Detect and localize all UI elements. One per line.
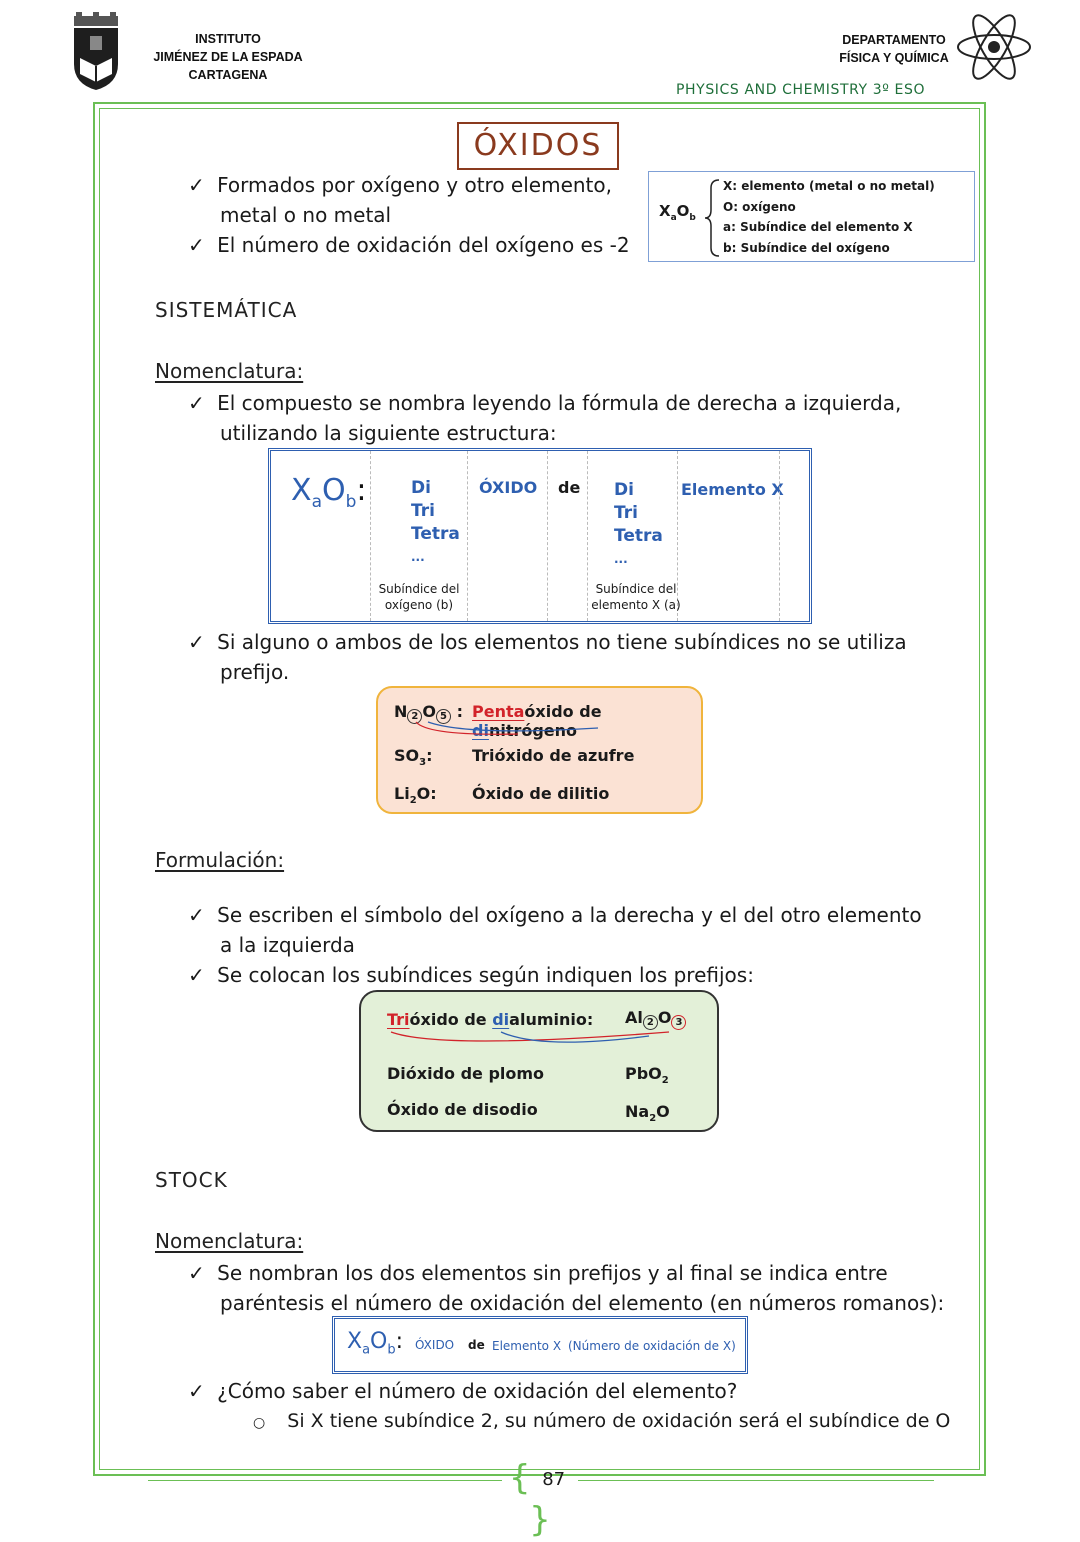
formulacion-bullets: ✓ Se escriben el símbolo del oxígeno a la derecha y el del otro elemento a la izquierda ✓ Se colocan los subíndices según indiquen los prefijos: (188, 903, 922, 987)
example-name-so3: Trióxido de azufre (472, 746, 635, 765)
stock-sub-bullet: ○ Si X tiene subíndice 2, su número de oxidación será el subíndice de O (253, 1410, 951, 1432)
stock-bullet-2: ✓ ¿Cómo saber el número de oxidación del elemento? (188, 1379, 738, 1403)
brace-icon (703, 178, 721, 262)
footer-line-right (578, 1480, 934, 1481)
stock-oxidation-note: (Número de oxidación de X) (568, 1339, 736, 1353)
example-formula-al2o3: Al 2 O 3 (625, 1008, 686, 1030)
stock-bullet-1: ✓ Se nombran los dos elementos sin prefijos y al final se indica entre paréntesis el número de oxidación del elemento (en números romanos): (188, 1261, 945, 1315)
formula-legend-box (648, 171, 975, 262)
note-oxygen-subscript: Subíndice del oxígeno (b) (378, 582, 460, 612)
example-name-al2o3: Trióxido de dialuminio: (387, 1010, 594, 1029)
example-formula-n2o5: N 2 O 5 : (394, 702, 463, 722)
example-formula-pbo2: PbO$_2$ (625, 1064, 669, 1087)
stock-formula: $X_aO_b$: (347, 1329, 404, 1358)
arrows-icon (381, 1028, 681, 1052)
structure-formula: $X_aO_b$: (291, 473, 367, 512)
example-formula-na2o: $Na_2O$ (625, 1102, 670, 1125)
example-name-li2o: Óxido de dilitio (472, 784, 610, 803)
example-formula-so3: $SO_3$: (394, 746, 433, 769)
page-number: { 87 } (508, 1458, 566, 1540)
example-name-na2o: Óxido de disodio (387, 1100, 538, 1119)
naming-examples-box (376, 686, 703, 814)
section-heading-stock: STOCK (155, 1168, 228, 1192)
legend-formula: $X_aO_b$ (659, 202, 696, 223)
department-name: DEPARTAMENTO FÍSICA Y QUÍMICA (839, 33, 949, 65)
arrows-icon (408, 718, 608, 740)
check-icon: ✓ (188, 630, 205, 654)
example-name-pbo2: Dióxido de plomo (387, 1064, 545, 1083)
example-name-n2o5: Pentaóxido de dinitrógeno (472, 702, 602, 740)
note-element-subscript: Subíndice del elemento X (a) (591, 582, 681, 612)
page-title: ÓXIDOS (457, 122, 619, 170)
check-icon: ✓ (188, 233, 205, 257)
sistematica-bullet-1: ✓ El compuesto se nombra leyendo la fórmula de derecha a izquierda, utilizando la siguiente estructura: (188, 391, 902, 445)
legend-items: X: elemento (metal o no metal) O: oxígeno a: Subíndice del elemento X b: Subíndice del oxígeno (723, 179, 935, 255)
school-logo (70, 12, 122, 92)
check-icon: ✓ (188, 173, 205, 197)
structure-element: Elemento X (681, 480, 784, 499)
check-icon: ✓ (188, 963, 205, 987)
check-icon: ✓ (188, 391, 205, 415)
check-icon: ✓ (188, 1261, 205, 1285)
formulation-examples-box (359, 990, 719, 1132)
footer-line-left (148, 1480, 502, 1481)
structure-box (268, 448, 812, 624)
course-label: PHYSICS AND CHEMISTRY 3º ESO (676, 82, 926, 98)
subheading-formulacion: Formulación: (155, 848, 285, 872)
prefixes-element: Di Tri Tetra ... (614, 480, 663, 566)
intro-bullets: ✓ Formados por oxígeno y otro elemento, metal o no metal ✓ El número de oxidación del oxígeno es -2 (188, 173, 630, 257)
check-icon: ✓ (188, 903, 205, 927)
prefixes-oxygen: Di Tri Tetra ... (411, 478, 460, 564)
subheading-nomenclatura: Nomenclatura: (155, 359, 304, 383)
example-formula-li2o: $Li_2O$: (394, 784, 437, 807)
structure-de: de (558, 478, 581, 497)
atom-icon (955, 10, 1033, 84)
stock-structure-box (332, 1316, 748, 1374)
subheading-nomenclatura-stock: Nomenclatura: (155, 1229, 304, 1253)
section-heading-sistematica: SISTEMÁTICA (155, 298, 298, 322)
circle-bullet-icon: ○ (253, 1415, 266, 1431)
stock-oxido: ÓXIDO (415, 1338, 455, 1352)
structure-oxido: ÓXIDO (479, 478, 538, 497)
stock-de: de (468, 1338, 485, 1352)
sistematica-bullet-2: ✓ Si alguno o ambos de los elementos no tiene subíndices no se utiliza prefijo. (188, 630, 907, 684)
stock-element: Elemento X (492, 1339, 562, 1353)
school-name: INSTITUTO JIMÉNEZ DE LA ESPADA CARTAGENA (153, 32, 303, 82)
check-icon: ✓ (188, 1379, 205, 1403)
